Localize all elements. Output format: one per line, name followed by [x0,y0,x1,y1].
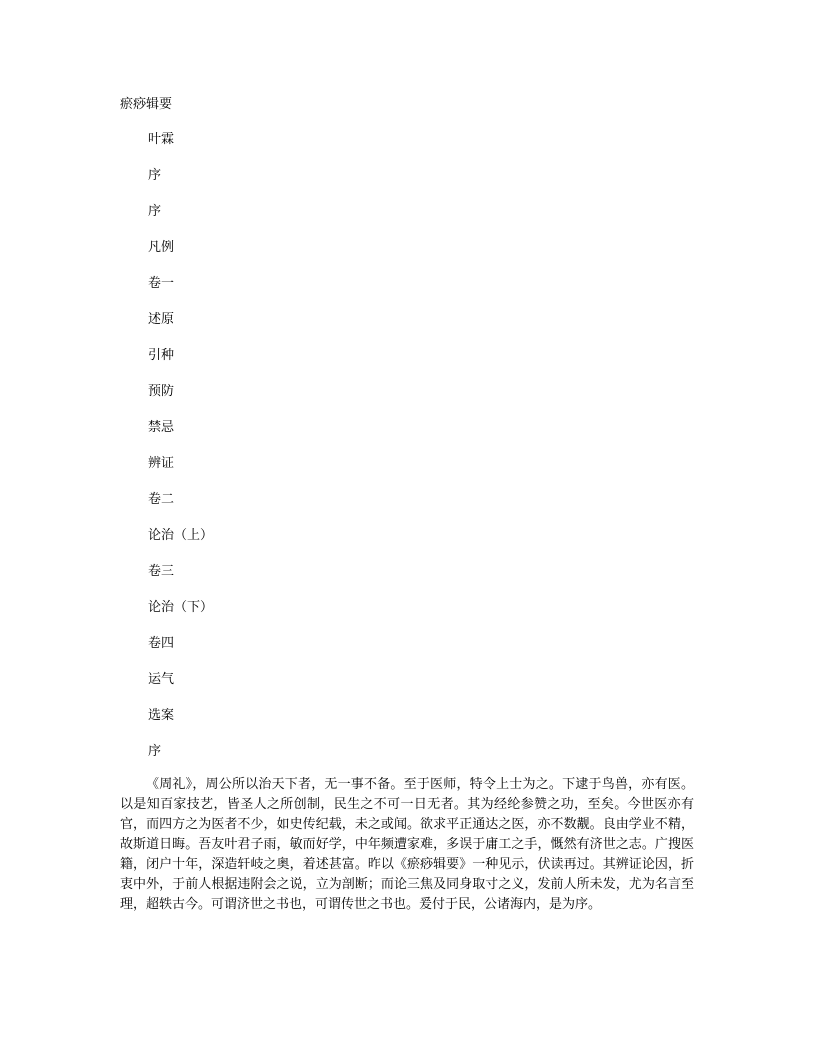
toc-item: 引种 [148,348,175,363]
table-of-contents [148,131,213,779]
toc-item: 卷四 [148,636,175,651]
toc-item: 论治（上） [148,528,214,543]
toc-item: 卷三 [148,564,175,579]
toc-item: 卷二 [148,492,175,507]
toc-item: 禁忌 [148,420,175,435]
toc-item: 论治（下） [148,600,214,615]
toc-item: 序 [148,744,162,759]
toc-item: 凡例 [148,240,175,255]
toc-item: 卷一 [148,276,175,291]
toc-item: 述原 [148,312,175,327]
toc-item: 序 [148,204,162,219]
toc-item: 选案 [148,708,175,723]
toc-item: 预防 [148,384,175,399]
toc-item: 运气 [148,672,175,687]
preface-paragraph: 《周礼》，周公所以治天下者，无一事不备。至于医师，特令上士为之。下逮于鸟兽，亦有医。以是知百家技艺，皆圣人之所创制，民生之不可一日无者。其为经纶参赞之功，至矣。今世医亦有官，而四方之为医者不少，如史传纪载，未之或闻。欲求平正通达之医，亦不数觏。良由学业不精，故斯道日晦。吾友叶君子雨，敏而好学，中年频遭家难，多误于庸工之手，慨然有济世之志。广搜医籍，闭户十年，深造轩岐之奥，着述甚富。昨以《瘀痧辑要》一种见示，伏读再过。其辨证论因，折衷中外，于前人根据违附会之说，立为剖断；而论三焦及同身取寸之义，发前人所未发，尤为名言至理，超轶古今。可谓济世之书也，可谓传世之书也。爰付于民，公诸海内，是为序。 [120,777,694,912]
toc-item: 序 [148,168,162,183]
toc-item: 叶霖 [148,132,175,147]
document-title: 瘀痧辑要 [120,97,173,112]
toc-item: 辨证 [148,456,175,471]
